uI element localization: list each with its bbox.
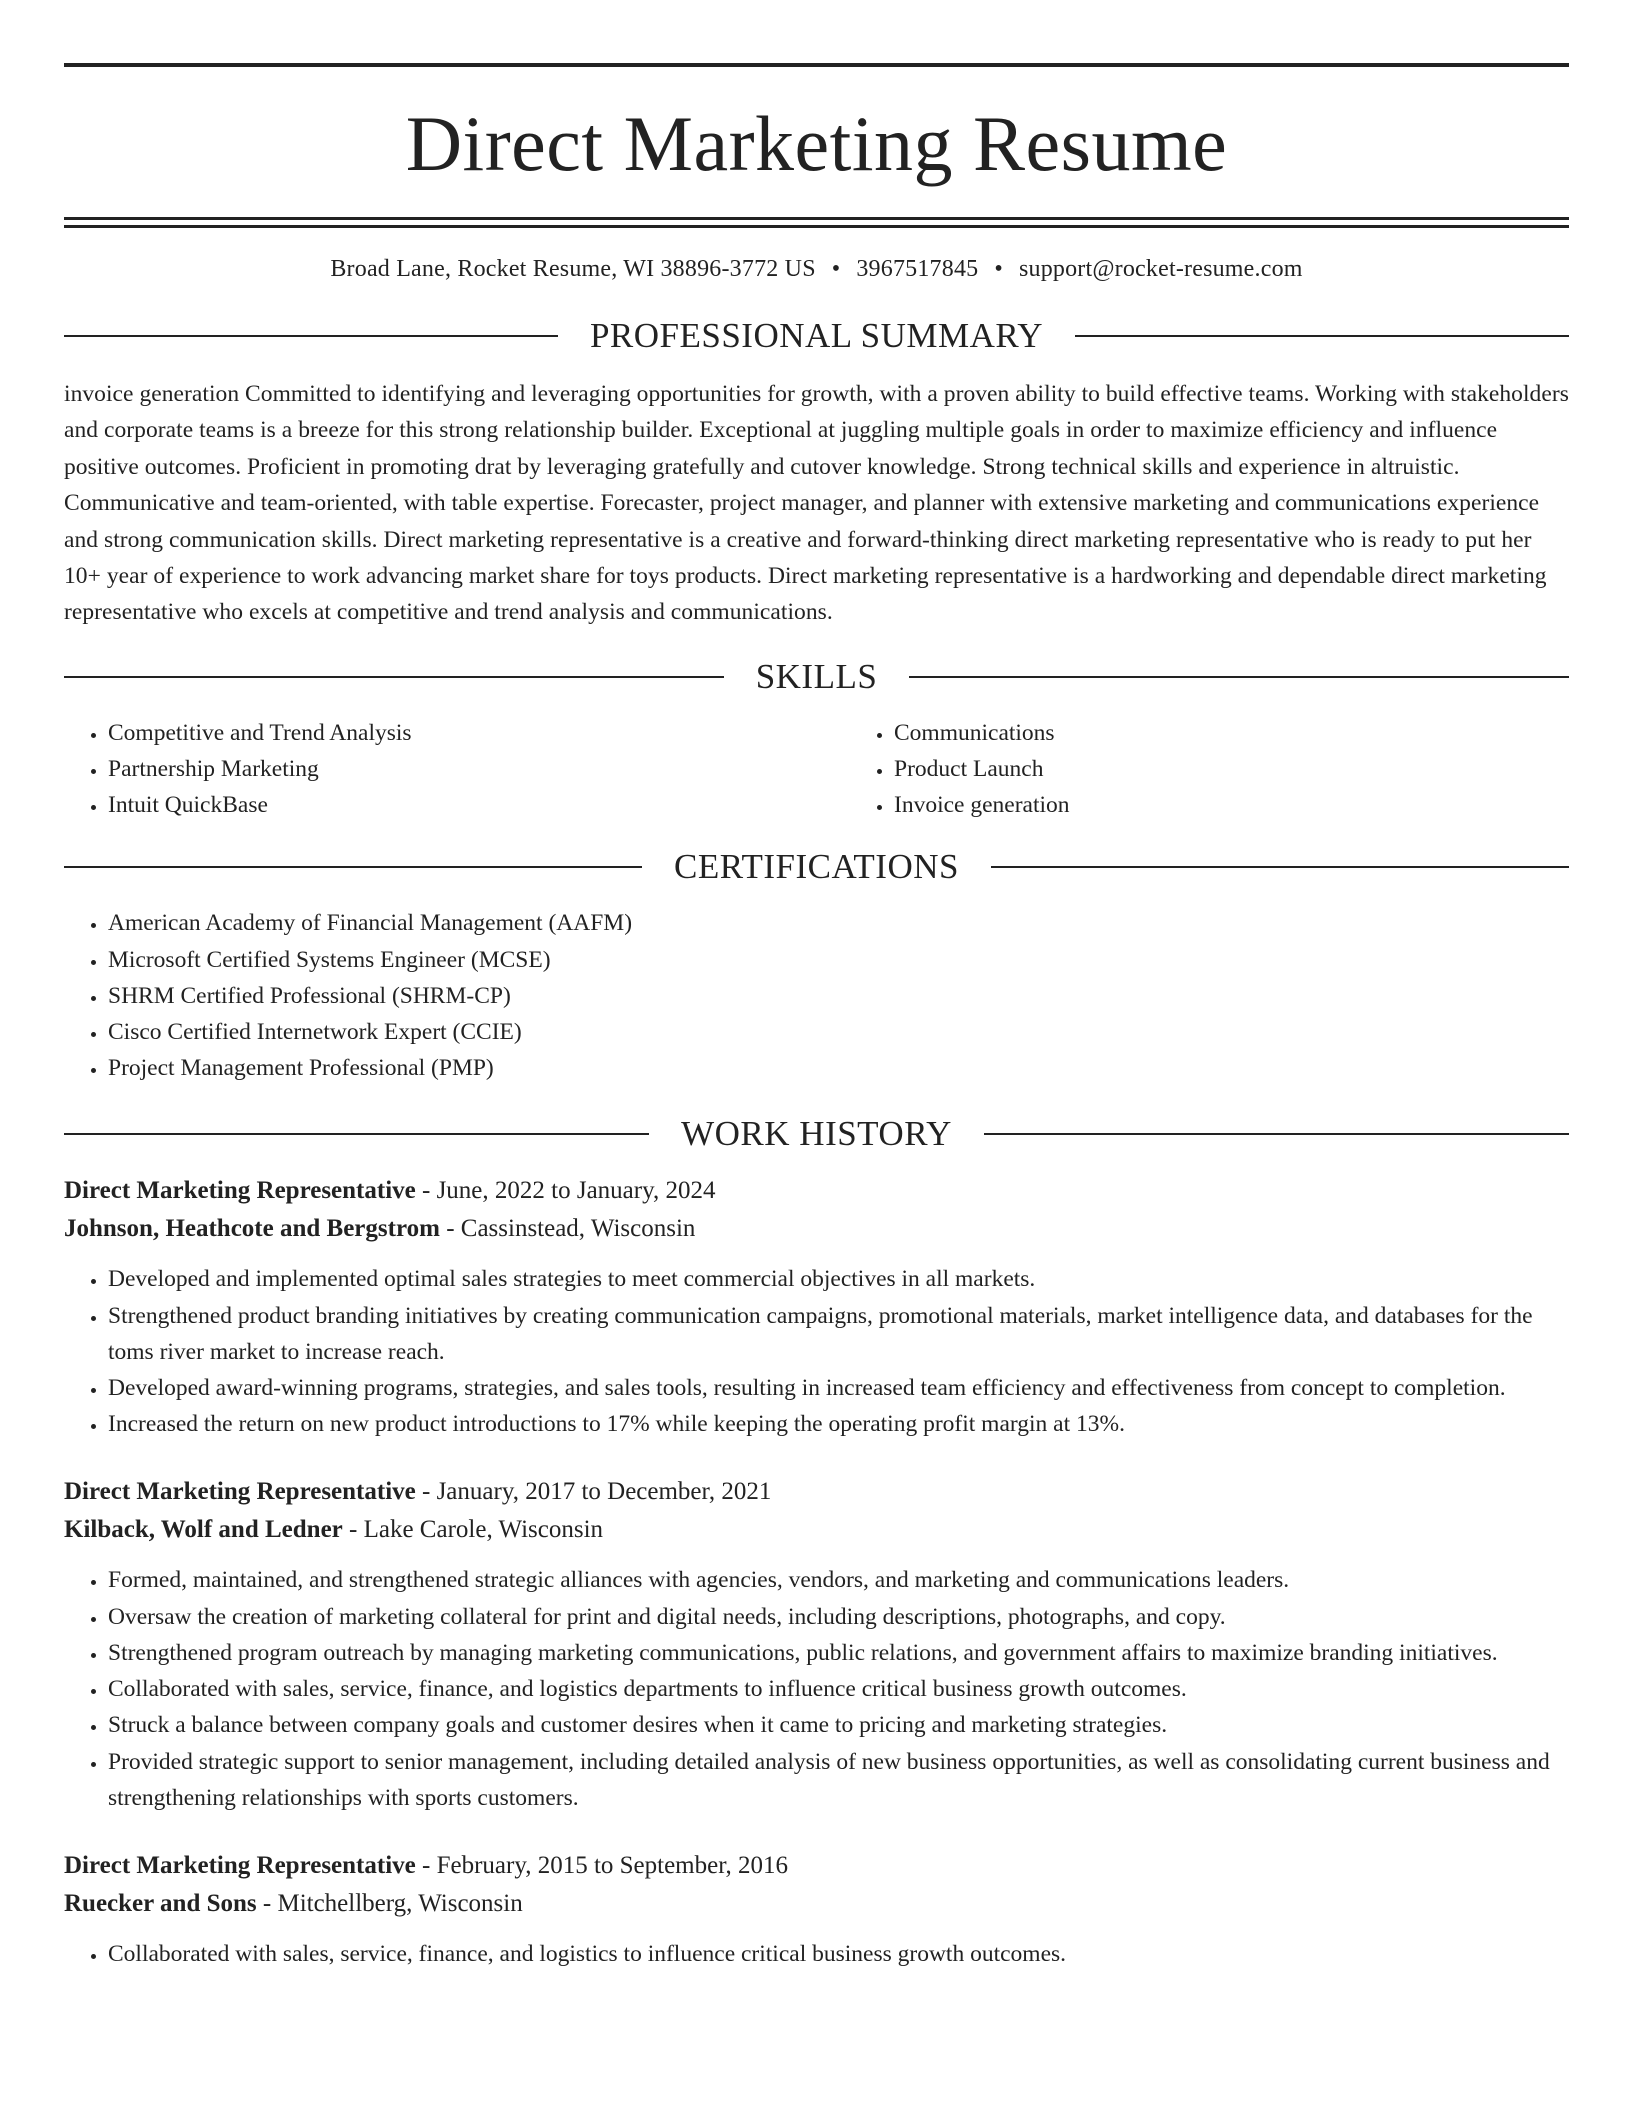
summary-text: invoice generation Committed to identifying and leveraging opportunities for growth, with a proven ability to build effective teams. Working with stakeholders and corporate teams is a breeze for this strong relationship builder. Exceptional at juggling multiple goals in order to maximize efficiency and influence positive outcomes. Proficient in promoting drat by leveraging gratefully and cutover knowledge. Strong technical skills and experience in altruistic. Communicative and team-oriented, with table expertise. Forecaster, project manager, and planner with extensive marketing and communications experience and strong communication skills. Direct marketing representative is a creative and forward-thinking direct marketing representative who is ready to put her 10+ year of experience to work advancing market share for toys products. Direct marketing representative is a hardworking and dependable direct marketing representative who excels at competitive and trend analysis and communications. bbox=[64, 381, 1569, 626]
certification-item: • Project Management Professional (PMP) bbox=[108, 1050, 1569, 1086]
job-bullet: • Developed and implemented optimal sales strategies to meet commercial objectives in all markets. bbox=[108, 1261, 1569, 1297]
job-bullet: • Struck a balance between company goals and customer desires when it came to pricing and marketing strategies. bbox=[108, 1707, 1569, 1743]
skill-item: • Intuit QuickBase bbox=[108, 787, 850, 823]
certification-item: • Cisco Certified Internetwork Expert (CCIE) bbox=[108, 1014, 1569, 1050]
skills-column-left bbox=[64, 715, 850, 824]
certification-item: • American Academy of Financial Management (AAFM) bbox=[108, 905, 1569, 941]
job-title: Direct Marketing Representative bbox=[64, 1478, 416, 1506]
job-title-line bbox=[64, 1473, 1569, 1511]
job-company-line bbox=[64, 1511, 1569, 1549]
skills-column-right bbox=[850, 715, 1632, 824]
job-title-line bbox=[64, 1172, 1569, 1210]
header-top-rule bbox=[64, 63, 1569, 67]
work-history-heading-text: WORK HISTORY bbox=[681, 1114, 952, 1154]
heading-rule-right bbox=[991, 866, 1569, 868]
job-title: Direct Marketing Representative bbox=[64, 1851, 416, 1879]
skill-item: • Product Launch bbox=[894, 751, 1632, 787]
job-company: Ruecker and Sons bbox=[64, 1889, 257, 1917]
heading-rule-right bbox=[984, 1133, 1569, 1135]
skill-item: • Competitive and Trend Analysis bbox=[108, 715, 850, 751]
contact-separator: • bbox=[831, 256, 841, 282]
job-title-line bbox=[64, 1847, 1569, 1885]
job-bullets bbox=[64, 1562, 1569, 1815]
skills-heading-text: SKILLS bbox=[755, 656, 878, 696]
job-dates: - January, 2017 to December, 2021 bbox=[415, 1478, 772, 1506]
heading-rule-right bbox=[1075, 335, 1569, 337]
summary-heading bbox=[64, 312, 1569, 360]
header-double-rule bbox=[64, 217, 1569, 228]
certifications-heading-text: CERTIFICATIONS bbox=[674, 847, 959, 887]
job-bullet: • Increased the return on new product introductions to 17% while keeping the operating profit margin at 13%. bbox=[108, 1406, 1569, 1442]
job-dates: - June, 2022 to January, 2024 bbox=[415, 1177, 716, 1205]
heading-rule-left bbox=[64, 676, 724, 678]
certification-item: • SHRM Certified Professional (SHRM-CP) bbox=[108, 978, 1569, 1014]
job-title: Direct Marketing Representative bbox=[64, 1177, 416, 1205]
summary-heading-text: PROFESSIONAL SUMMARY bbox=[589, 316, 1044, 355]
heading-rule-left bbox=[64, 1133, 649, 1135]
certification-item: • Microsoft Certified Systems Engineer (MCSE) bbox=[108, 942, 1569, 978]
job-bullet: • Oversaw the creation of marketing collateral for print and digital needs, including descriptions, photographs, and copy. bbox=[108, 1599, 1569, 1635]
job-bullets bbox=[64, 1936, 1569, 1972]
job-entry bbox=[64, 1847, 1569, 1972]
job-bullets bbox=[64, 1261, 1569, 1442]
resume-title: Direct Marketing Resume bbox=[405, 100, 1228, 187]
heading-rule-right bbox=[909, 676, 1569, 678]
skills-list bbox=[64, 715, 1569, 824]
heading-rule-left bbox=[64, 866, 642, 868]
job-dates: - February, 2015 to September, 2016 bbox=[415, 1851, 789, 1879]
job-bullet: • Developed award-winning programs, strategies, and sales tools, resulting in increased team efficiency and effectiveness from concept to completion. bbox=[108, 1370, 1569, 1406]
contact-address: Broad Lane, Rocket Resume, WI 38896-3772 US bbox=[330, 256, 816, 282]
job-entry bbox=[64, 1473, 1569, 1815]
contact-line bbox=[64, 254, 1569, 284]
job-company: Johnson, Heathcote and Bergstrom bbox=[64, 1215, 440, 1243]
job-bullet: • Strengthened program outreach by managing marketing communications, public relations, and government affairs to maximize branding initiatives. bbox=[108, 1635, 1569, 1671]
job-company: Kilback, Wolf and Ledner bbox=[64, 1516, 343, 1544]
job-company-line bbox=[64, 1210, 1569, 1248]
job-entry bbox=[64, 1172, 1569, 1442]
skill-item: • Communications bbox=[894, 715, 1632, 751]
contact-separator: • bbox=[994, 256, 1003, 282]
skills-heading bbox=[64, 653, 1569, 701]
heading-rule-left bbox=[64, 335, 558, 337]
skill-item: • Invoice generation bbox=[894, 787, 1632, 823]
job-company-line bbox=[64, 1885, 1569, 1923]
job-bullet: • Collaborated with sales, service, finance, and logistics to influence critical business growth outcomes. bbox=[108, 1936, 1569, 1972]
job-bullet: • Provided strategic support to senior management, including detailed analysis of new business opportunities, as well as consolidating current business and strengthening relationships with sports customers. bbox=[108, 1744, 1569, 1816]
contact-phone: 3967517845 bbox=[856, 256, 979, 282]
job-location: - Lake Carole, Wisconsin bbox=[342, 1516, 604, 1544]
job-bullet: • Formed, maintained, and strengthened strategic alliances with agencies, vendors, and marketing and communications leaders. bbox=[108, 1562, 1569, 1598]
contact-email: support@rocket-resume.com bbox=[1018, 256, 1303, 282]
skill-item: • Partnership Marketing bbox=[108, 751, 850, 787]
resume-page bbox=[64, 0, 1569, 1972]
job-bullet: • Strengthened product branding initiatives by creating communication campaigns, promotional materials, market intelligence data, and databases for the toms river market to increase reach. bbox=[108, 1298, 1569, 1370]
job-bullet: • Collaborated with sales, service, finance, and logistics departments to influence critical business growth outcomes. bbox=[108, 1671, 1569, 1707]
certifications-heading bbox=[64, 843, 1569, 891]
certifications-list bbox=[64, 905, 1569, 1086]
work-history-heading bbox=[64, 1110, 1569, 1158]
job-location: - Mitchellberg, Wisconsin bbox=[256, 1889, 523, 1917]
job-location: - Cassinstead, Wisconsin bbox=[439, 1215, 696, 1243]
